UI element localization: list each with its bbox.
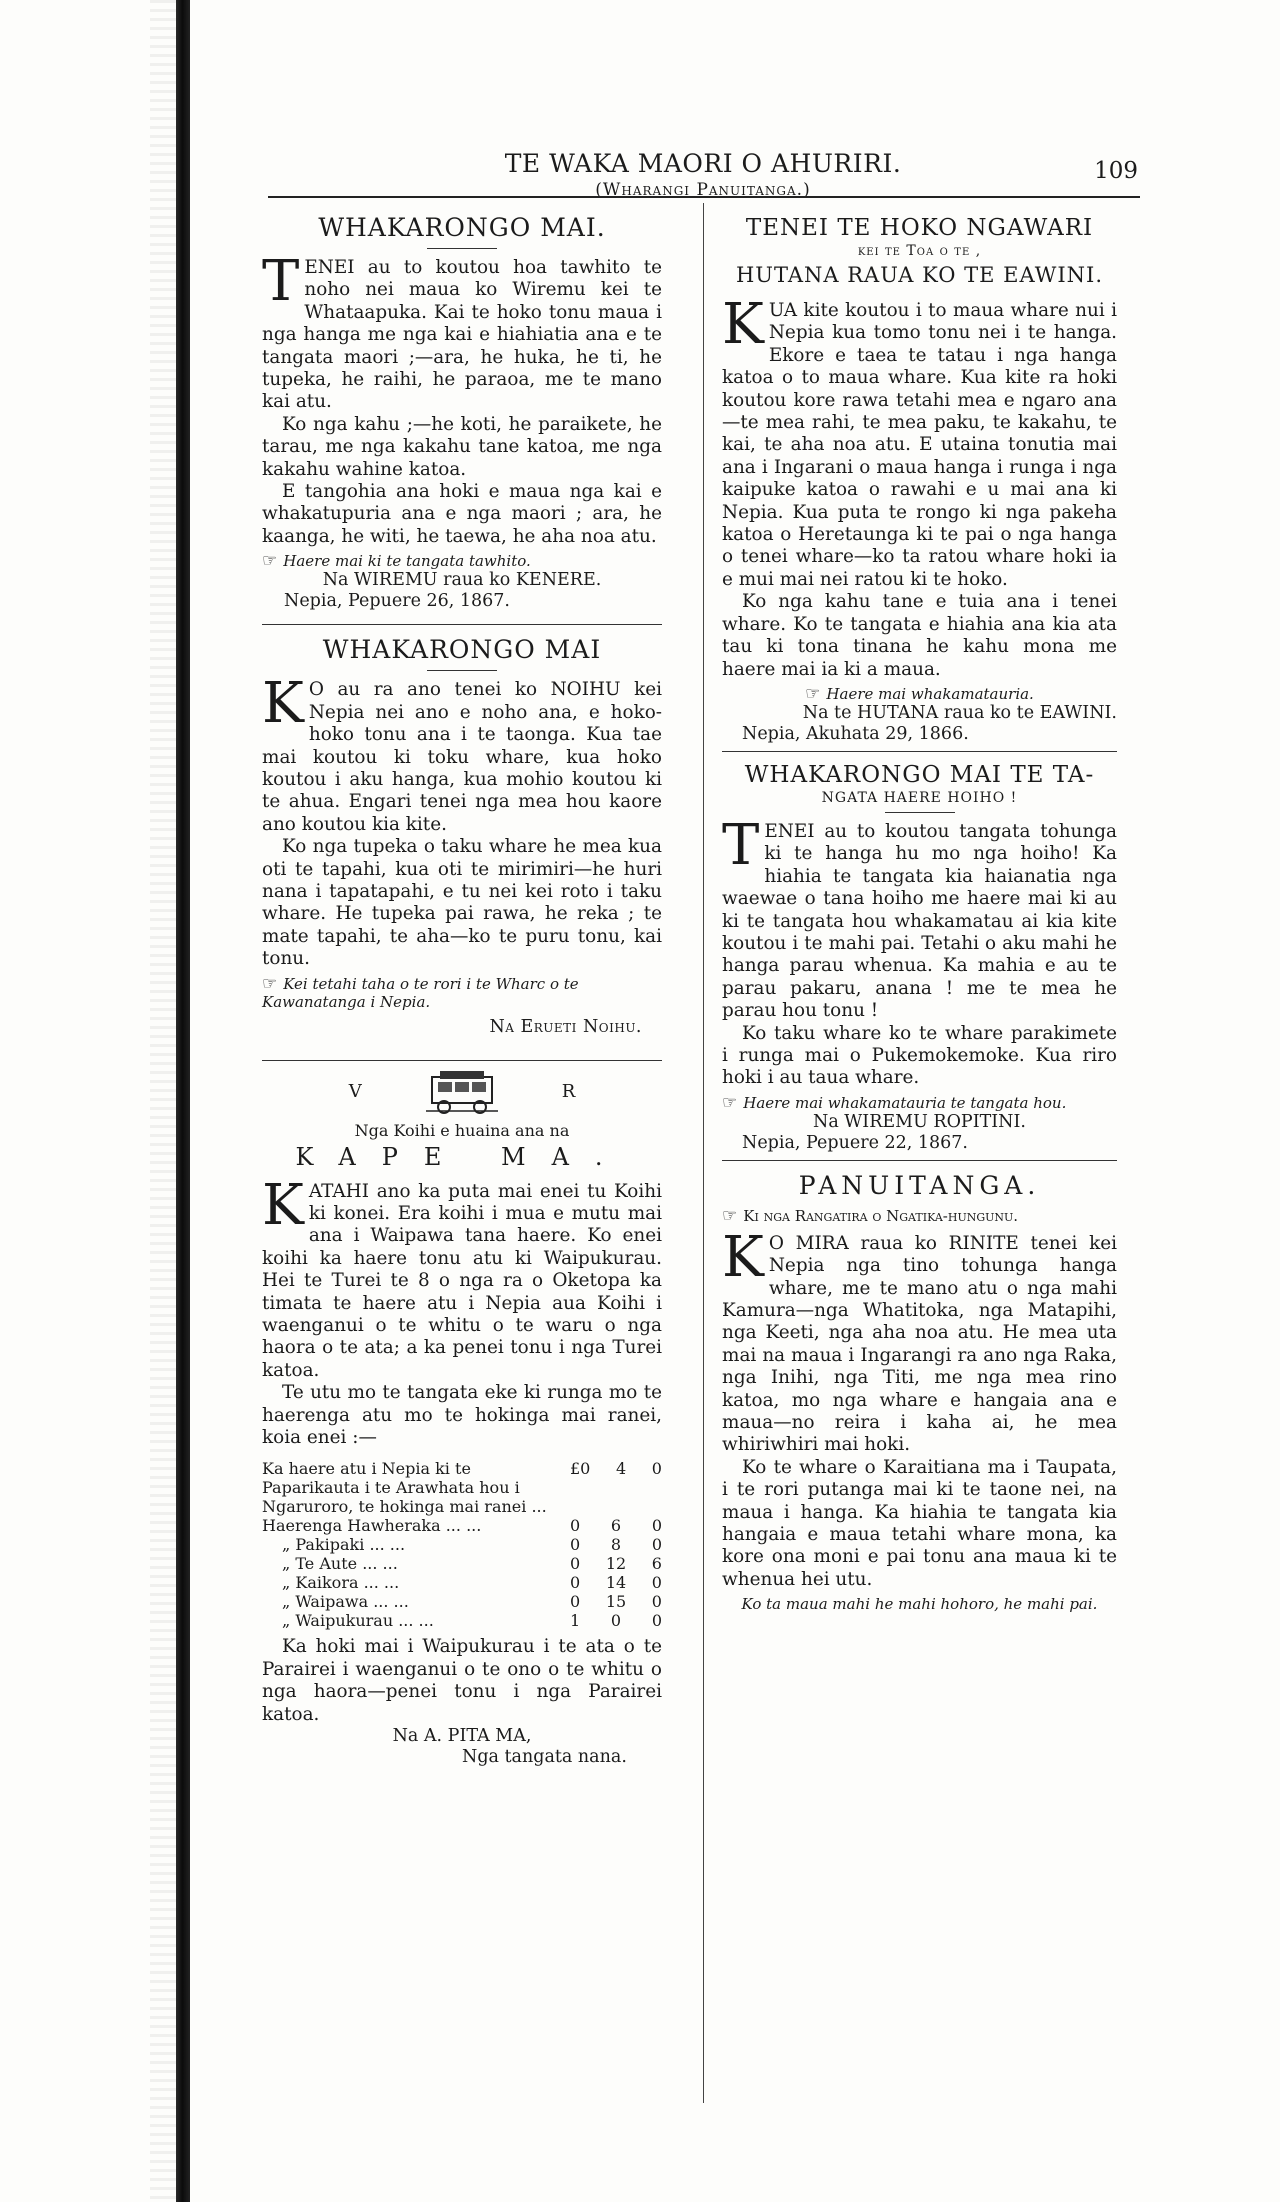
- newspaper-title: TE WAKA MAORI O AHURIRI.: [504, 149, 902, 178]
- ad-paragraph: KO au ra ano tenei ko NOIHU kei Nepia nei ano e noho ana, e hoko-hoko tonu ana i te taonga. Kua tae mai koutou ki toku whare, kua hoko koutou i aku hanga, kua mohio koutou ki te ahua. Engari tenei nga mea hou kaore ano koutou kia kite.: [262, 671, 662, 835]
- ad-paragraph: Te utu mo te tangata eke ki runga mo te haerenga atu mo te hokinga mai ranei, koia enei :—: [262, 1382, 662, 1449]
- section-rule: [262, 1060, 662, 1061]
- ad-heading: WHAKARONGO MAI.: [318, 213, 606, 242]
- short-rule: [427, 670, 497, 671]
- short-rule: [427, 248, 497, 249]
- ad-signature: Na Erueti Noihu.: [489, 1016, 642, 1037]
- ad-paragraph: Ko nga kahu tane e tuia ana i tenei whare. Ko te tangata e hiahia ana kia ata tau ki tona tinana he kahu mona me haere mai ia ki a maua.: [722, 591, 1117, 680]
- section-subtitle: (Wharangi Panuitanga.): [595, 180, 811, 200]
- ad-panuitanga: [722, 1171, 1117, 1614]
- ad-paragraph: KATAHI ano ka puta mai enei tu Koihi ki konei. Era koihi i mua e mutu mai ana i Waipawa tana haere. Ko enei koihi ka haere tonu atu ki Waipukurau. Hei te Turei te 8 o nga ra o Oketopa ka timata te haere atu i Nepia aua Koihi i waenganui o te whitu o te waru o nga haora o te ata; a ka penei tonu i nga Turei katoa.: [262, 1172, 662, 1381]
- ad-heading: WHAKARONGO MAI: [322, 635, 602, 665]
- ad-hoko-ngawari: [722, 213, 1117, 745]
- note-text: Haere mai ki te tangata tawhito.: [283, 552, 531, 571]
- ad-note: Ko ta maua mahi he mahi hohoro, he mahi pai.: [741, 1595, 1098, 1614]
- ad-name: KAPE MA.: [295, 1142, 629, 1171]
- ad-whakarongo-mai-2: [262, 635, 662, 1037]
- ad-date: Nepia, Akuhata 29, 1866.: [742, 723, 969, 744]
- logo-letter-v: V: [348, 1081, 362, 1103]
- ad-signature: Na WIREMU ROPITINI.: [813, 1111, 1026, 1132]
- ad-note: [722, 1094, 1117, 1112]
- ad-paragraph: Ko taku whare ko te whare parakimete i runga mai o Pukemokemoke. Kua riro hoki i au taua whare.: [722, 1022, 1117, 1089]
- section-rule: [262, 624, 662, 625]
- ad-paragraph: Ko nga kahu ;—he koti, he paraikete, he tarau, me nga kakahu tane katoa, me nga kakahu wahine katoa.: [262, 413, 662, 480]
- ad-paragraph: Ko te whare o Karaitiana ma i Taupata, i te rori putanga mai ki te taone nei, na maua i hanga. Ka hiahia te tangata kia hangaia e maua tetahi whare mona, ka kore ona moni e pai tonu ana maua ki te whenua hei utu.: [722, 1456, 1117, 1590]
- column-divider: [703, 203, 704, 2103]
- ad-heading-2: HUTANA RAUA KO TE EAWINI.: [735, 263, 1104, 287]
- ad-signature-line: Nga tangata nana.: [462, 1747, 627, 1768]
- ad-note: [262, 552, 662, 570]
- note-text: Haere mai whakamatauria te tangata hou.: [743, 1093, 1067, 1112]
- ad-subheading: [722, 1207, 1117, 1225]
- fare-row: „ Pakipaki ... ... 0 8 0: [282, 1535, 662, 1555]
- ad-note: [722, 685, 1117, 703]
- fare-row: „ Te Aute ... ... 0 12 6: [282, 1554, 662, 1574]
- note-text: Haere mai whakamatauria.: [826, 684, 1034, 703]
- page-number: 109: [1094, 158, 1138, 184]
- ad-paragraph: KUA kite koutou i to maua whare nui i Nepia kua tomo tonu nei i te hanga. Ekore e taea te tatau i nga hanga katoa o to maua whare. Kua kite ra hoki koutou kore rawa tetahi mea e ngaro ana—te mea rahi, te mea paku, te kakahu, te kai, te aha noa atu. E utaina tonutia mai ana i Ingarani o maua hanga i runga i nga kaipuke katoa o rawahi e u mai ana ki Nepia. Kua puta te rongo ki nga pakeha katoa o Heretaunga ki te pai o nga hanga o tenei whare—ko ta ratou whare hoki ia e mui mai nei ratou ki te hoko.: [722, 292, 1117, 590]
- short-rule: [885, 812, 955, 813]
- ad-subheading: kei te Toa o te ,: [857, 243, 982, 259]
- binding-shadow: [150, 0, 176, 2202]
- fare-row: „ Kaikora ... ... 0 14 0: [282, 1573, 662, 1593]
- section-rule: [722, 1160, 1117, 1161]
- fare-row: „ Waipukurau ... ... 1 0 0: [282, 1611, 662, 1631]
- subheading-text: Ki nga Rangatira o Ngatika-hungunu.: [743, 1206, 1019, 1225]
- ad-heading: TENEI TE HOKO NGAWARI: [745, 215, 1094, 241]
- ad-date: Nepia, Pepuere 26, 1867.: [284, 591, 510, 612]
- ad-kape-ma: [262, 1069, 662, 1769]
- ad-signature: Na te HUTANA raua ko te EAWINI.: [802, 702, 1117, 723]
- pointing-hand-icon: ☞: [722, 1205, 738, 1226]
- ad-subheading: NGATA HAERE HOIHO !: [821, 789, 1018, 806]
- ad-paragraph: KO MIRA raua ko RINITE tenei kei Nepia nga tino tohunga hanga whare, me te mano atu o nga mahi Kamura—nga Whatitoka, nga Matapihi, nga Keeti, nga aha noa atu. He mea uta mai na maua i Ingarangi ra ano nga Raka, nga Inihi, nga Titi, me nga mea rino katoa, mo nga whare e hangaia ana e maua—no reira i kaha ai, he mea whiriwhiri mai hoki.: [722, 1224, 1117, 1456]
- page-header: [268, 150, 1138, 200]
- ad-paragraph: Ko nga tupeka o taku whare he mea kua oti te tapahi, kua oti te mirimiri—he huri nana i tapatapahi, e tu nei kei roto i taku whare. He tupeka pai rawa, he reka ; te mate tapahi, te aha—ko te puru tonu, kai tonu.: [262, 836, 662, 970]
- section-rule: [722, 751, 1117, 752]
- pointing-hand-icon: ☞: [722, 1092, 738, 1113]
- logo-letter-r: R: [561, 1081, 576, 1103]
- fare-row: „ Waipawa ... ... 0 15 0: [282, 1592, 662, 1612]
- ad-date: Nepia, Pepuere 22, 1867.: [742, 1132, 968, 1153]
- ad-whakarongo-mai-1: [262, 213, 662, 612]
- header-rule: [268, 196, 1140, 198]
- ad-signature: Na WIREMU raua ko KENERE.: [322, 570, 602, 591]
- ad-subheading: Nga Koihi e huaina ana na: [354, 1120, 570, 1140]
- ad-heading: WHAKARONGO MAI TE TA-: [744, 761, 1095, 788]
- pointing-hand-icon: ☞: [262, 973, 278, 994]
- coach-emblem-icon: [422, 1069, 502, 1115]
- right-column: [722, 203, 1117, 1613]
- binding-spine: [176, 0, 190, 2202]
- ad-paragraph: TENEI au to koutou hoa tawhito te noho nei maua ko Wiremu kei te Whataapuka. Kai te hoko tonu maua i nga hanga me nga kai e hiahiatia ana e te tangata maori ;—ara, he huka, he ti, he tupeka, he raihi, he paraoa, me te mano kai atu.: [262, 249, 662, 413]
- ad-heading: PANUITANGA.: [798, 1170, 1041, 1200]
- ad-paragraph: TENEI au to koutou tangata tohunga ki te hanga hu mo nga hoiho! Ka hiahia te tangata kia haianatia nga waewae o tana hoiho me haere mai ki au ki te tangata hou whakamatau ai kia kite koutou i te mahi pai. Tetahi o aku mahi he hanga parau whenua. Ka mahia e au te parau pakaru, anana ! me te mea he parau hou tonu !: [722, 812, 1117, 1022]
- coach-logo: [262, 1069, 662, 1115]
- ad-paragraph: Ka hoki mai i Waipukurau i te ata o te Parairei i waenganui o te ono o te whitu o nga haora—penei tonu i nga Parairei katoa.: [262, 1636, 662, 1725]
- ad-paragraph: E tangohia ana hoki e maua nga kai e whakatupuria ana e nga maori ; ara, he kaanga, he witi, he taewa, he aha noa atu.: [262, 481, 662, 547]
- left-column: [262, 203, 662, 1768]
- pointing-hand-icon: ☞: [262, 551, 278, 572]
- pointing-hand-icon: ☞: [805, 683, 821, 704]
- fare-row: Ka haere atu i Nepia ki te Paparikauta i te Arawhata hou i Ngaruroro, te hokinga mai ranei ... £0 4 0: [262, 1459, 662, 1517]
- ad-tangata-haere-hoiho: [722, 760, 1117, 1154]
- fare-row: Haerenga Hawheraka ... ... 0 6 0: [262, 1516, 662, 1536]
- ad-signature: Na A. PITA MA,: [392, 1726, 532, 1747]
- fare-table: [262, 1459, 662, 1630]
- ad-note: [262, 975, 662, 1011]
- note-text: Kei tetahi taha o te rori i te Wharc o te Kawanatanga i Nepia.: [262, 974, 579, 1011]
